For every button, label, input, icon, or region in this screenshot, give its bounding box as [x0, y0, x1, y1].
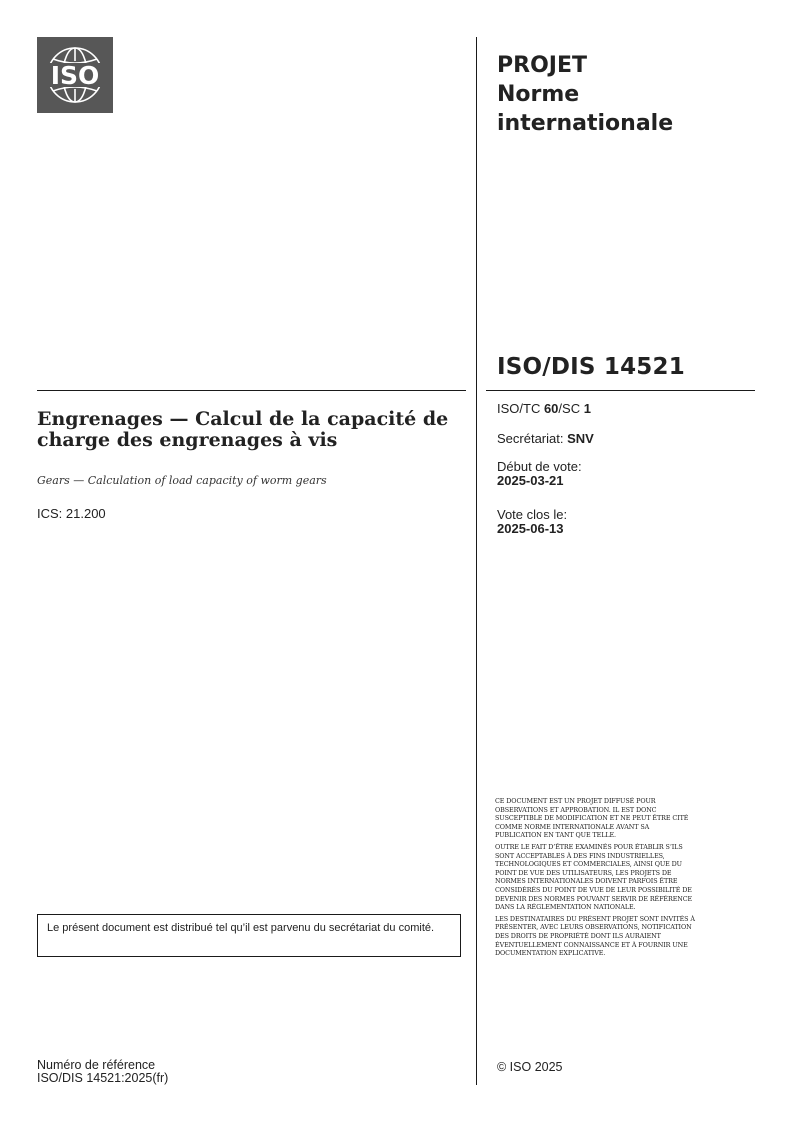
secretariat	[497, 431, 747, 446]
vote-end	[497, 508, 747, 536]
status-line-2: Norme	[497, 82, 580, 107]
distribution-notice: Le présent document est distribué tel qu’il est parvenu du secrétariat du comité.	[37, 914, 461, 957]
horizontal-divider-right	[486, 390, 755, 391]
standard-number: ISO/DIS 14521	[497, 354, 685, 380]
document-title-english: Gears — Calculation of load capacity of worm gears	[37, 474, 327, 487]
committee-prefix: ISO/TC	[497, 401, 544, 416]
secretariat-value: SNV	[567, 431, 594, 446]
document-status	[497, 51, 747, 138]
draft-disclaimer	[495, 797, 695, 961]
vertical-divider	[476, 37, 477, 1085]
vote-start	[497, 460, 747, 488]
horizontal-divider-left	[37, 390, 466, 391]
reference-label: Numéro de référence	[37, 1058, 156, 1072]
iso-globe-logo-icon	[37, 37, 113, 113]
status-line-1: PROJET	[497, 53, 587, 78]
subcommittee-number: 1	[583, 401, 591, 416]
reference-number	[37, 1059, 168, 1085]
vote-end-date: 2025-06-13	[497, 521, 564, 536]
status-line-3: internationale	[497, 111, 674, 136]
disclaimer-paragraph-3: LES DESTINATAIRES DU PRÉSENT PROJET SONT INVITÉS À PRÉSENTER, AVEC LEURS OBSERVATIONS, NOTIFICATION DES DROITS DE PROPRIÉTÉ DONT ILS AURAIENT ÉVENTUELLEMENT CONNAISSANCE ET À FOURNIR UNE DOCUMENTATION EXPLICATIVE.	[495, 914, 695, 958]
committee-separator: /SC	[558, 401, 584, 416]
vote-start-date: 2025-03-21	[497, 473, 564, 488]
disclaimer-paragraph-2: OUTRE LE FAIT D’ÊTRE EXAMINÉS POUR ÉTABLIR S’ILS SONT ACCEPTABLES À DES FINS INDUSTRIELLES, TECHNOLOGIQUES ET COMMERCIALES, AINSI QUE DU POINT DE VUE DES UTILISATEURS, LES PROJETS DE NORMES INTERNATIONALES DOIVENT PARFOIS ÊTRE CONSIDÉRÉS DU POINT DE VUE DE LEUR POSSIBILITÉ DE DEVENIR DES NORMES POUVANT SERVIR DE RÉFÉRENCE DANS LA RÉGLEMENTATION NATIONALE.	[495, 842, 693, 912]
vote-start-label: Début de vote:	[497, 459, 582, 474]
reference-value: ISO/DIS 14521:2025(fr)	[37, 1071, 169, 1085]
iso-logo-text: ISO	[50, 61, 100, 90]
disclaimer-paragraph-1: CE DOCUMENT EST UN PROJET DIFFUSÉ POUR OBSERVATIONS ET APPROBATION. IL EST DONC SUSCEPTIBLE DE MODIFICATION ET NE PEUT ÊTRE CITÉ COMME NORME INTERNATIONALE AVANT SA PUBLICATION EN TANT QUE TELLE.	[495, 797, 689, 840]
iso-logo	[37, 37, 113, 113]
ics-code: ICS: 21.200	[37, 506, 106, 521]
copyright-notice: © ISO 2025	[497, 1060, 563, 1074]
document-title-french: Engrenages — Calcul de la capacité de charge des engrenages à vis	[37, 408, 449, 451]
committee-reference	[497, 401, 747, 416]
vote-end-label: Vote clos le:	[497, 507, 568, 522]
secretariat-label: Secrétariat:	[497, 431, 568, 446]
technical-committee-number: 60	[543, 401, 559, 416]
